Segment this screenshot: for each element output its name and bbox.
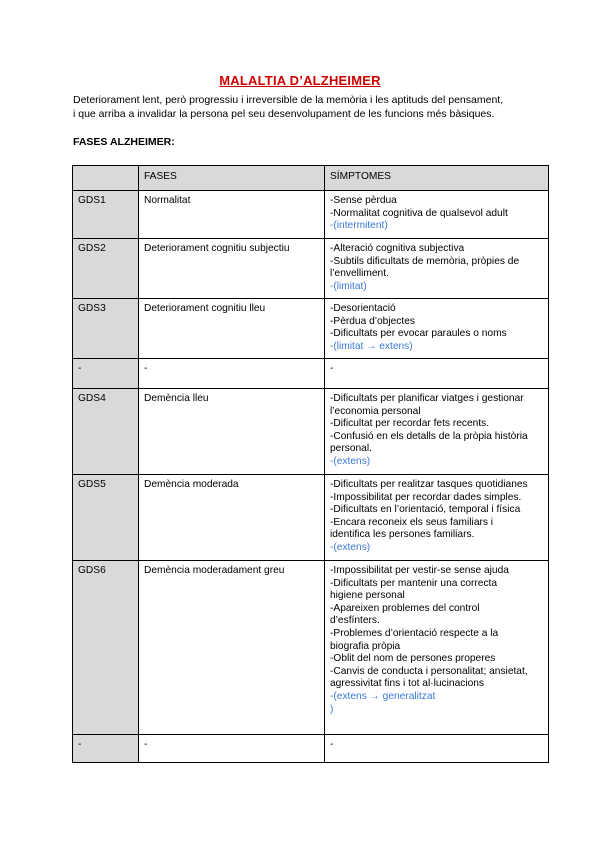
symptom-line: -Dificultats per evocar paraules o noms bbox=[330, 328, 507, 340]
gds-cell: - bbox=[73, 359, 139, 389]
gds-cell: GDS3 bbox=[73, 299, 139, 359]
symptom-line: -Problemes d’orientació respecte a la bbox=[330, 627, 499, 639]
phase-cell: - bbox=[139, 735, 325, 763]
symptom-line: -Oblit del nom de persones properes bbox=[330, 653, 496, 665]
symptom-line: -Desorientació bbox=[330, 303, 396, 314]
table-row bbox=[73, 561, 549, 735]
table-row bbox=[73, 239, 549, 299]
table-row bbox=[73, 299, 549, 359]
phase-cell: Deteriorament cognitiu subjectiu bbox=[139, 239, 325, 299]
intro-paragraph bbox=[73, 93, 543, 121]
symptoms-cell bbox=[325, 561, 549, 735]
document-title: MALALTIA D’ALZHEIMER bbox=[219, 73, 381, 88]
symptom-line: -Dificultats en l’orientació, temporal i física bbox=[330, 504, 521, 516]
table-header-row bbox=[73, 166, 549, 191]
symptom-line: -Dificultats per planificar viatges i gestionar bbox=[330, 393, 524, 404]
symptom-line: -Confusió en els detalls de la pròpia història bbox=[330, 430, 528, 442]
symptom-line: identifica les persones familiars. bbox=[330, 529, 475, 541]
gds-cell: - bbox=[73, 735, 139, 763]
symptom-line: -Encara reconeix els seus familiars i bbox=[330, 516, 494, 528]
symptoms-cell bbox=[325, 735, 549, 763]
symptoms-cell bbox=[325, 475, 549, 561]
symptom-line: -Dificultat per recordar fets recents. bbox=[330, 418, 490, 430]
phase-cell: Demència moderada bbox=[139, 475, 325, 561]
gds-cell: GDS1 bbox=[73, 191, 139, 239]
symptom-line: -Alteració cognitiva subjectiva bbox=[330, 243, 465, 254]
extent-note: -(extens) bbox=[330, 541, 371, 553]
symptom-line: -Impossibilitat per recordar dades simples. bbox=[330, 491, 522, 503]
table-row bbox=[73, 389, 549, 475]
symptom-line: -Apareixen problemes del control bbox=[330, 602, 480, 614]
symptom-line: d’esfínters. bbox=[330, 615, 380, 627]
gds-cell: GDS6 bbox=[73, 561, 139, 735]
extent-note: -(extens) bbox=[330, 455, 371, 467]
symptom-line: l’envelliment. bbox=[330, 268, 389, 280]
symptom-line: -Canvis de conducta i personalitat; ansietat, bbox=[330, 665, 528, 677]
phase-cell: Demència lleu bbox=[139, 389, 325, 475]
phase-cell: Deteriorament cognitiu lleu bbox=[139, 299, 325, 359]
extent-note: -(intermitent) bbox=[330, 220, 388, 232]
section-title: FASES ALZHEIMER: bbox=[73, 136, 175, 148]
table-row bbox=[73, 475, 549, 561]
symptom-line: personal. bbox=[330, 443, 372, 455]
symptom-line: higiene personal bbox=[330, 590, 405, 602]
table-row bbox=[73, 735, 549, 763]
symptoms-cell bbox=[325, 299, 549, 359]
table-row bbox=[73, 359, 549, 389]
phase-cell: Demència moderadament greu bbox=[139, 561, 325, 735]
symptom-line: - bbox=[330, 739, 334, 750]
symptom-line: -Sense pèrdua bbox=[330, 195, 397, 206]
gds-cell: GDS2 bbox=[73, 239, 139, 299]
symptom-line: -Dificultats per realitzar tasques quotidianes bbox=[330, 479, 528, 490]
symptom-line: -Pèrdua d’objectes bbox=[330, 315, 415, 327]
symptoms-cell bbox=[325, 239, 549, 299]
extent-note-end: ) bbox=[330, 703, 334, 715]
symptom-line: -Impossibilitat per vestir-se sense ajuda bbox=[330, 565, 509, 576]
symptoms-cell bbox=[325, 389, 549, 475]
symptom-line: biografia pròpia bbox=[330, 640, 401, 652]
symptom-line: -Subtils dificultats de memòria, pròpies de bbox=[330, 255, 520, 267]
header-phases: FASES bbox=[139, 166, 325, 191]
symptom-line: -Dificultats per mantenir una correcta bbox=[330, 577, 498, 589]
gds-cell: GDS5 bbox=[73, 475, 139, 561]
table-row bbox=[73, 191, 549, 239]
gds-cell: GDS4 bbox=[73, 389, 139, 475]
symptom-line: - bbox=[330, 363, 334, 374]
symptom-line: l’economia personal bbox=[330, 405, 421, 417]
phases-table bbox=[72, 165, 549, 763]
extent-note: -(extens → generalitzat bbox=[330, 690, 436, 702]
intro-line: i que arriba a invalidar la persona pel seu desenvolupament de les funcions més bàsiques. bbox=[73, 108, 495, 120]
symptom-line: agressivitat fins i tot al·lucinacions bbox=[330, 678, 485, 690]
extent-note: -(limitat) bbox=[330, 280, 367, 292]
symptom-line: -Normalitat cognitiva de qualsevol adult bbox=[330, 207, 508, 219]
phase-cell: Normalitat bbox=[139, 191, 325, 239]
header-symptoms: SÍMPTOMES bbox=[325, 166, 549, 191]
phase-cell: - bbox=[139, 359, 325, 389]
symptoms-cell bbox=[325, 191, 549, 239]
intro-line: Deteriorament lent, però progressiu i irreversible de la memòria i les aptituds del pensament, bbox=[73, 94, 504, 106]
symptoms-cell bbox=[325, 359, 549, 389]
extent-note: -(limitat → extens) bbox=[330, 340, 413, 352]
header-gds bbox=[73, 166, 139, 191]
